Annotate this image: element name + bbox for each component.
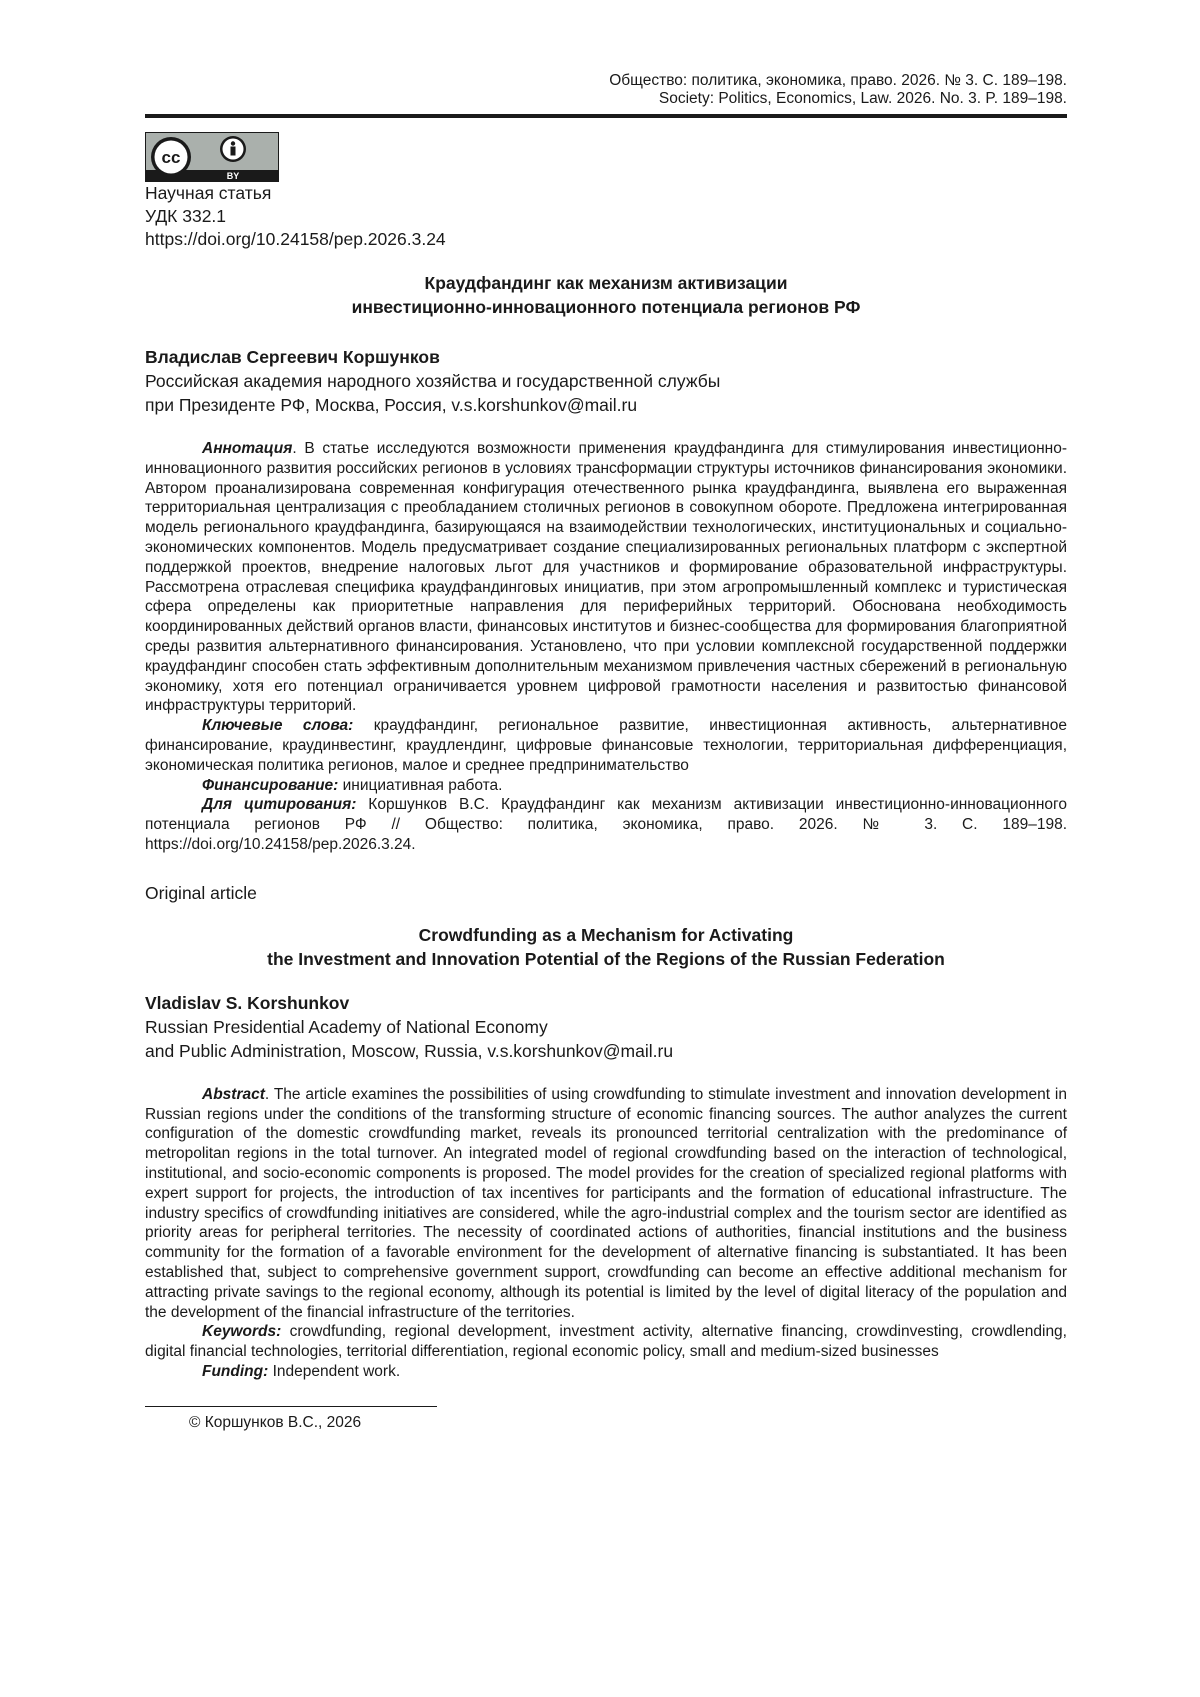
title-en — [145, 923, 1067, 971]
abstract-en — [145, 1085, 1067, 1382]
footnote-rule — [145, 1406, 437, 1407]
abstract-text-en: . The article examines the possibilities of using crowdfunding to stimulate investment and innovation development in Russian regions under the conditions of the transforming structure of economic financing sources. The author analyzes the current configuration of the domestic crowdfunding market, reveals its pronounced territorial centralization with the predominance of metropolitan regions in the total turnover. An integrated model of regional crowdfunding based on the interaction of technological, institutional, and socio-economic components is proposed. The model provides for the creation of specialized regional platforms with expert support for projects, the introduction of tax incentives for participants and the formation of educational infrastructure. The industry specifics of crowdfunding initiatives are considered, while the agro-industrial complex and the tourism sector are identified as priority areas for peripheral territories. The necessity of coordinated actions of authorities, financial institutions and the business community for the formation of a favorable environment for the development of alternative financing is substantiated. It has been established that, subject to comprehensive government support, crowdfunding can become an effective additional mechanism for attracting private savings to the regional economy, although its potential is limited by the level of digital literacy of the population and the development of the financial infrastructure of the territories. — [145, 1085, 1067, 1321]
affiliation-ru-line2: при Президенте РФ, Москва, Россия, v.s.korshunkov@mail.ru — [145, 395, 638, 415]
title-ru — [145, 271, 1067, 319]
abstract-label-en: Abstract — [202, 1085, 265, 1103]
funding-ru-paragraph — [145, 776, 1067, 796]
abstract-ru-paragraph — [145, 439, 1067, 716]
cc-by-license-icon — [145, 132, 279, 182]
author-name-en: Vladislav S. Korshunkov — [145, 992, 350, 1013]
udc-code: УДК 332.1 — [145, 206, 227, 226]
abstract-en-paragraph — [145, 1085, 1067, 1323]
affiliation-ru-line1: Российская академия народного хозяйства и государственной службы — [145, 371, 721, 391]
article-type: Научная статья — [145, 183, 272, 203]
title-en-line2: the Investment and Innovation Potential of the Regions of the Russian Federation — [267, 948, 945, 969]
journal-citation-en: Society: Politics, Economics, Law. 2026. No. 3. P. 189–198. — [658, 90, 1067, 107]
abstract-text-ru: . В статье исследуются возможности применения краудфандинга для стимулирования инвестиционно-инновационного развития российских регионов в условиях трансформации структуры источников финансирования экономики. Автором проанализирована современная конфигурация отечественного рынка краудфандинга, выявлена его выраженная территориальная централизация с преобладанием столичных регионов в совокупном обороте. Предложена интегрированная модель регионального краудфандинга, базирующаяся на взаимодействии технологических, институциональных и социально-экономических компонентов. Модель предусматривает создание специализированных региональных платформ с экспертной поддержкой проектов, внедрение налоговых льгот для участников и формирование образовательной инфраструктуры. Рассмотрена отраслевая специфика краудфандинговых инициатив, при этом агропромышленный комплекс и туристическая сфера определены как приоритетные направления для периферийных территорий. Обоснована необходимость координированных действий органов власти, финансовых институтов и бизнес-сообщества для формирования благоприятной среды развития альтернативного финансирования. Установлено, что при условии комплексной государственной поддержки краудфандинг способен стать эффективным дополнительным механизмом привлечения частных сбережений в региональную экономику, хотя его потенциал ограничивается уровнем цифровой грамотности населения и развитостью финансовой инфраструктуры территорий. — [145, 440, 1067, 715]
keywords-label-en: Keywords: — [202, 1323, 282, 1341]
title-en-line1: Crowdfunding as a Mechanism for Activating — [418, 924, 794, 945]
abstract-ru — [145, 439, 1067, 855]
author-ru — [145, 345, 1067, 417]
running-header — [145, 72, 1067, 108]
keywords-label-ru: Ключевые слова: — [202, 717, 354, 735]
title-ru-line1: Краудфандинг как механизм активизации — [424, 273, 788, 293]
article-type-en: Original article — [145, 882, 257, 903]
header-rule — [145, 114, 1067, 118]
funding-label-en: Funding: — [202, 1362, 269, 1380]
author-name-ru: Владислав Сергеевич Коршунков — [145, 347, 440, 367]
affiliation-en-line1: Russian Presidential Academy of National Economy — [145, 1016, 548, 1037]
keywords-ru-paragraph — [145, 716, 1067, 775]
article-meta — [145, 182, 1067, 251]
author-en — [145, 991, 1067, 1063]
cc-text: cc — [161, 148, 181, 167]
affiliation-en-line2: and Public Administration, Moscow, Russia, v.s.korshunkov@mail.ru — [145, 1040, 674, 1061]
keywords-en-paragraph — [145, 1322, 1067, 1362]
citation-label-ru: Для цитирования: — [202, 796, 357, 814]
funding-en-paragraph — [145, 1362, 1067, 1382]
funding-text-ru: инициативная работа. — [338, 776, 503, 794]
article-page — [145, 72, 1067, 1433]
copyright-footnote: © Коршунков В.С., 2026 — [189, 1413, 362, 1431]
doi-link[interactable]: https://doi.org/10.24158/pep.2026.3.24 — [145, 229, 446, 249]
keywords-text-ru: краудфандинг, региональное развитие, инвестиционная активность, альтернативное финансирование, краудинвестинг, краудлендинг, цифровые финансовые технологии, территориальная дифференциация, экономическая политика регионов, малое и среднее предпринимательство — [145, 717, 1067, 774]
citation-ru-paragraph — [145, 795, 1067, 854]
by-text: BY — [226, 171, 240, 181]
funding-label-ru: Финансирование: — [202, 776, 339, 794]
abstract-label-ru: Аннотация — [202, 440, 293, 457]
journal-citation-ru: Общество: политика, экономика, право. 2026. № 3. С. 189–198. — [609, 72, 1067, 89]
keywords-text-en: crowdfunding, regional development, investment activity, alternative financing, crowdinvesting, crowdlending, digital financial technologies, territorial differentiation, regional economic policy, small and medium-sized businesses — [145, 1323, 1067, 1361]
funding-text-en: Independent work. — [268, 1362, 401, 1380]
title-ru-line2: инвестиционно-инновационного потенциала регионов РФ — [351, 297, 861, 317]
citation-text-ru: Коршунков В.С. Краудфандинг как механизм активизации инвестиционно-инновационного потенциала регионов РФ // Общество: политика, экономика, право. 2026. № 3. С. 189–198. https://doi.org/10.24158/pep.2026.3.24. — [145, 796, 1067, 853]
